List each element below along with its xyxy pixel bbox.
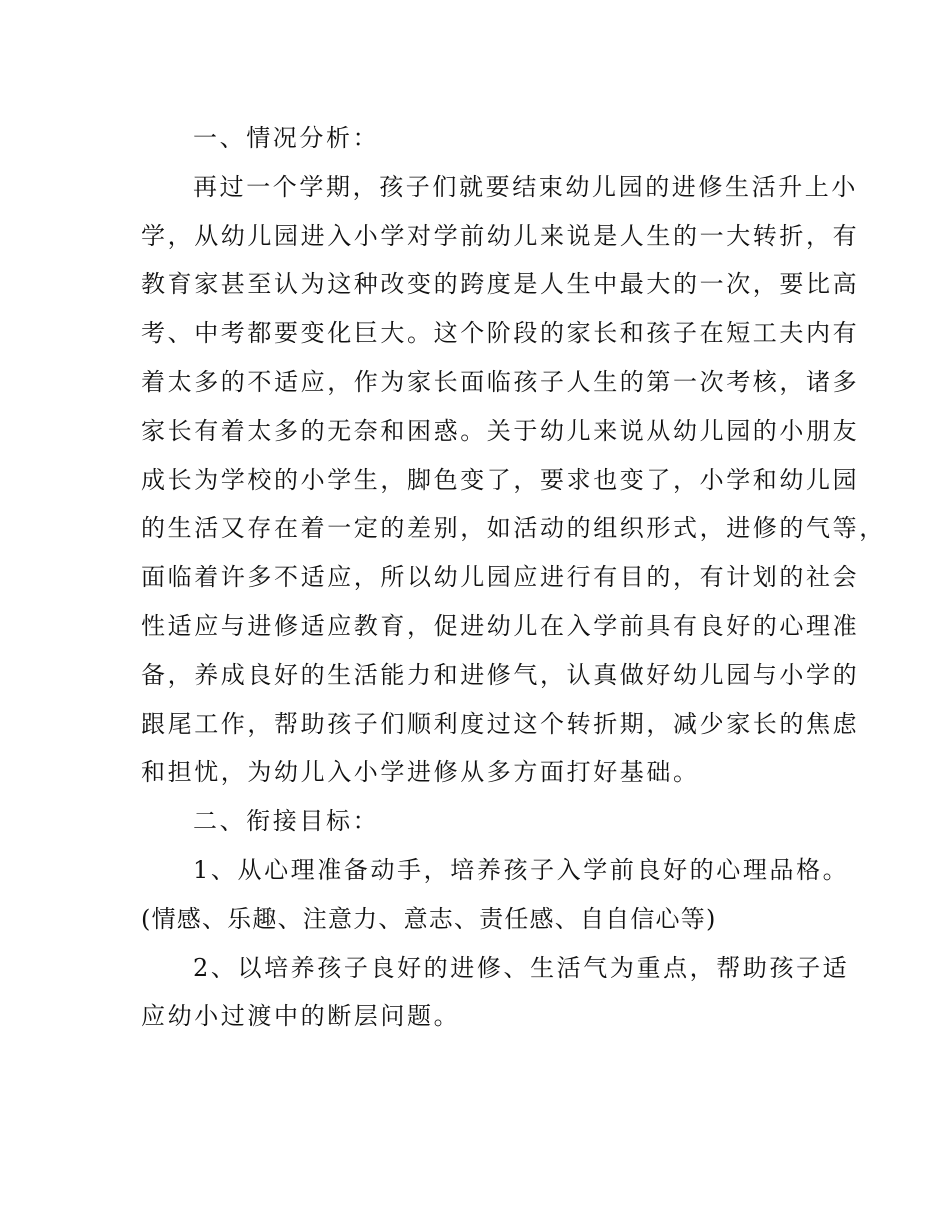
paragraph-line: 和担忧，为幼儿入小学进修从多方面打好基础。 <box>141 758 700 787</box>
paragraph-line: 考、中考都要变化巨大。这个阶段的家长和孩子在短工夫内有 <box>141 319 860 348</box>
goal-item-line: 2、以培养孩子良好的进修、生活气为重点，帮助孩子适 <box>193 953 850 982</box>
paragraph-line: 面临着许多不适应，所以幼儿园应进行有目的，有计划的社会 <box>141 563 860 592</box>
paragraph-line: 着太多的不适应，作为家长面临孩子人生的第一次考核，诸多 <box>141 367 860 396</box>
section-heading-situation-analysis: 一、情况分析： <box>193 124 380 152</box>
paragraph-situation-analysis <box>141 163 886 797</box>
paragraph-line: 家长有着太多的无奈和困惑。关于幼儿来说从幼儿园的小朋友 <box>141 416 860 445</box>
paragraph-line: 成长为学校的小学生，脚色变了，要求也变了，小学和幼儿园 <box>141 465 860 494</box>
goal-item-line: 1、从心理准备动手，培养孩子入学前良好的心理品格。 <box>193 855 850 884</box>
goal-item-line: 应幼小过渡中的断层问题。 <box>141 1002 461 1031</box>
paragraph-line: 学，从幼儿园进入小学对学前幼儿来说是人生的一大转折，有 <box>141 221 860 250</box>
section-heading-transition-goals: 二、衔接目标： <box>193 807 380 836</box>
paragraph-line: 跟尾工作，帮助孩子们顺利度过这个转折期，减少家长的焦虑 <box>141 709 860 738</box>
paragraph-line: 备，养成良好的生活能力和进修气，认真做好幼儿园与小学的 <box>141 660 860 689</box>
paragraph-line: 再过一个学期，孩子们就要结束幼儿园的进修生活升上小 <box>193 172 858 201</box>
goal-item-line: (情感、乐趣、注意力、意志、责任感、自自信心等) <box>141 904 717 933</box>
document-body <box>141 114 886 1041</box>
paragraph-line: 教育家甚至认为这种改变的跨度是人生中最大的一次，要比高 <box>141 270 860 299</box>
goal-item-2 <box>141 944 850 1042</box>
goal-item-1 <box>141 846 850 944</box>
paragraph-line: 性适应与进修适应教育，促进幼儿在入学前具有良好的心理准 <box>141 611 860 640</box>
paragraph-line: 的生活又存在着一定的差别，如活动的组织形式，进修的气等， <box>141 514 886 543</box>
